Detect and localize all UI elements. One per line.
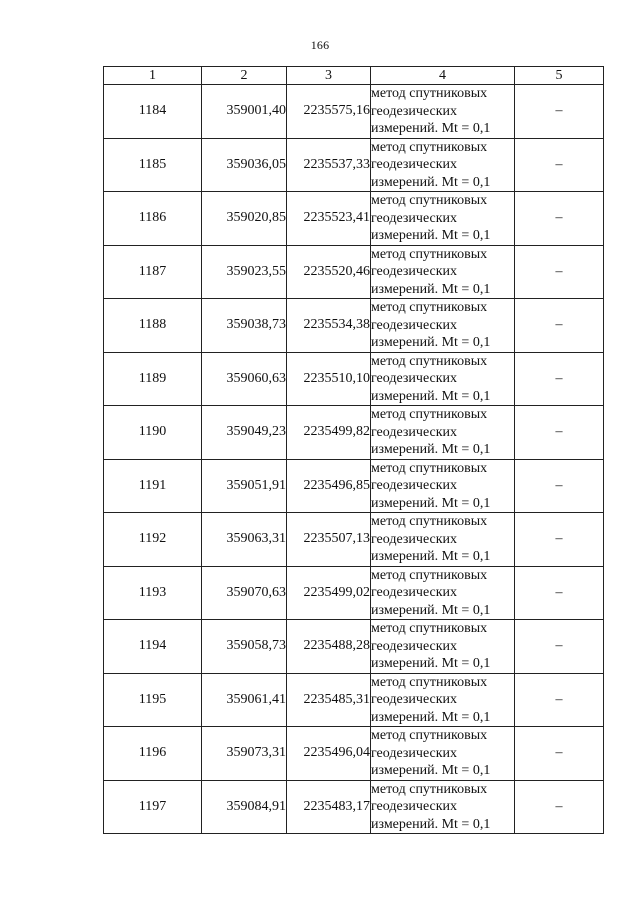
- note-cell: –: [515, 566, 604, 620]
- table-row: [104, 459, 604, 513]
- method-line: измерений. Mt = 0,1: [371, 763, 491, 778]
- method-line: геодезических: [371, 424, 458, 440]
- y-coordinate-cell: 2235496,04: [287, 727, 371, 781]
- method-line: метод спутниковых: [371, 567, 488, 583]
- table-row: [104, 299, 604, 353]
- x-coordinate-cell: 359001,40: [202, 85, 287, 139]
- method-line: метод спутниковых: [371, 139, 488, 155]
- y-coordinate-cell: 2235496,85: [287, 459, 371, 513]
- method-line: метод спутниковых: [371, 674, 488, 690]
- method-line: геодезических: [371, 103, 458, 119]
- y-coordinate-cell: 2235534,38: [287, 299, 371, 353]
- method-line: измерений. Mt = 0,1: [371, 656, 491, 671]
- x-coordinate-cell: 359073,31: [202, 727, 287, 781]
- table-row: [104, 513, 604, 567]
- method-line: измерений. Mt = 0,1: [371, 228, 491, 243]
- method-line: измерений. Mt = 0,1: [371, 174, 491, 190]
- note-cell: –: [515, 513, 604, 567]
- method-line: измерений. Mt = 0,1: [371, 495, 491, 511]
- table-row: [104, 138, 604, 192]
- method-cell: [371, 85, 515, 139]
- note-cell: –: [515, 620, 604, 674]
- method-line: измерений. Mt = 0,1: [371, 442, 491, 457]
- table-row: [104, 620, 604, 674]
- y-coordinate-cell: 2235485,31: [287, 673, 371, 727]
- method-line: метод спутниковых: [371, 300, 488, 315]
- table-row: [104, 245, 604, 299]
- method-line: геодезических: [371, 799, 458, 814]
- note-cell: –: [515, 85, 604, 139]
- point-number-cell: 1192: [104, 513, 202, 567]
- x-coordinate-cell: 359058,73: [202, 620, 287, 674]
- x-coordinate-cell: 359051,91: [202, 459, 287, 513]
- table-row: [104, 566, 604, 620]
- table-row: [104, 192, 604, 246]
- method-line: геодезических: [371, 692, 458, 707]
- header-row: [104, 67, 604, 85]
- y-coordinate-cell: 2235499,02: [287, 566, 371, 620]
- point-number-cell: 1184: [104, 85, 202, 139]
- point-number-cell: 1196: [104, 727, 202, 781]
- method-line: измерений. Mt = 0,1: [371, 121, 491, 136]
- y-coordinate-cell: 2235499,82: [287, 406, 371, 460]
- point-number-cell: 1191: [104, 459, 202, 513]
- point-number-cell: 1186: [104, 192, 202, 246]
- point-number-cell: 1195: [104, 673, 202, 727]
- method-line: геодезических: [371, 264, 458, 279]
- method-line: геодезических: [371, 157, 458, 172]
- x-coordinate-cell: 359070,63: [202, 566, 287, 620]
- table-row: [104, 352, 604, 406]
- method-cell: [371, 566, 515, 620]
- method-cell: [371, 513, 515, 567]
- y-coordinate-cell: 2235488,28: [287, 620, 371, 674]
- header-col-3: 3: [287, 67, 371, 85]
- method-line: метод спутниковых: [371, 353, 488, 369]
- point-number-cell: 1187: [104, 245, 202, 299]
- method-line: геодезических: [371, 478, 458, 493]
- table-body: [104, 85, 604, 834]
- header-col-2: 2: [202, 67, 287, 85]
- x-coordinate-cell: 359063,31: [202, 513, 287, 567]
- table-header: [104, 67, 604, 85]
- point-number-cell: 1194: [104, 620, 202, 674]
- header-col-5: 5: [515, 67, 604, 85]
- method-line: метод спутниковых: [371, 728, 488, 743]
- x-coordinate-cell: 359084,91: [202, 780, 287, 834]
- method-cell: [371, 673, 515, 727]
- note-cell: –: [515, 192, 604, 246]
- y-coordinate-cell: 2235520,46: [287, 245, 371, 299]
- method-line: геодезических: [371, 638, 458, 654]
- table-row: [104, 727, 604, 781]
- point-number-cell: 1185: [104, 138, 202, 192]
- header-col-1: 1: [104, 67, 202, 85]
- note-cell: –: [515, 780, 604, 834]
- x-coordinate-cell: 359061,41: [202, 673, 287, 727]
- method-line: метод спутниковых: [371, 193, 488, 208]
- point-number-cell: 1193: [104, 566, 202, 620]
- x-coordinate-cell: 359060,63: [202, 352, 287, 406]
- point-number-cell: 1197: [104, 780, 202, 834]
- method-line: геодезических: [371, 745, 458, 761]
- x-coordinate-cell: 359038,73: [202, 299, 287, 353]
- x-coordinate-cell: 359036,05: [202, 138, 287, 192]
- note-cell: –: [515, 138, 604, 192]
- note-cell: –: [515, 352, 604, 406]
- table-row: [104, 406, 604, 460]
- note-cell: –: [515, 245, 604, 299]
- point-number-cell: 1188: [104, 299, 202, 353]
- method-line: измерений. Mt = 0,1: [371, 335, 491, 350]
- y-coordinate-cell: 2235483,17: [287, 780, 371, 834]
- method-line: измерений. Mt = 0,1: [371, 281, 491, 297]
- method-cell: [371, 780, 515, 834]
- method-line: геодезических: [371, 317, 458, 333]
- method-line: измерений. Mt = 0,1: [371, 602, 491, 618]
- y-coordinate-cell: 2235523,41: [287, 192, 371, 246]
- table-row: [104, 85, 604, 139]
- method-line: метод спутниковых: [371, 514, 488, 529]
- method-line: метод спутниковых: [371, 407, 488, 422]
- table-row: [104, 780, 604, 834]
- method-line: метод спутниковых: [371, 246, 488, 262]
- method-cell: [371, 352, 515, 406]
- y-coordinate-cell: 2235575,16: [287, 85, 371, 139]
- note-cell: –: [515, 406, 604, 460]
- y-coordinate-cell: 2235510,10: [287, 352, 371, 406]
- coordinates-table: [103, 66, 604, 834]
- y-coordinate-cell: 2235537,33: [287, 138, 371, 192]
- method-line: измерений. Mt = 0,1: [371, 709, 491, 725]
- method-line: метод спутниковых: [371, 621, 488, 636]
- method-line: измерений. Mt = 0,1: [371, 816, 491, 832]
- y-coordinate-cell: 2235507,13: [287, 513, 371, 567]
- method-line: метод спутниковых: [371, 86, 488, 101]
- x-coordinate-cell: 359023,55: [202, 245, 287, 299]
- table-row: [104, 673, 604, 727]
- point-number-cell: 1190: [104, 406, 202, 460]
- method-cell: [371, 299, 515, 353]
- note-cell: –: [515, 727, 604, 781]
- method-cell: [371, 406, 515, 460]
- method-cell: [371, 138, 515, 192]
- method-line: геодезических: [371, 531, 458, 547]
- method-line: геодезических: [371, 585, 458, 600]
- method-line: геодезических: [371, 371, 458, 386]
- method-line: измерений. Mt = 0,1: [371, 549, 491, 564]
- method-line: метод спутниковых: [371, 460, 488, 476]
- method-line: метод спутниковых: [371, 781, 488, 797]
- note-cell: –: [515, 673, 604, 727]
- x-coordinate-cell: 359020,85: [202, 192, 287, 246]
- method-cell: [371, 245, 515, 299]
- note-cell: –: [515, 459, 604, 513]
- x-coordinate-cell: 359049,23: [202, 406, 287, 460]
- method-cell: [371, 192, 515, 246]
- method-line: измерений. Mt = 0,1: [371, 388, 491, 404]
- page-number: 166: [310, 38, 330, 52]
- method-line: геодезических: [371, 210, 458, 226]
- method-cell: [371, 727, 515, 781]
- note-cell: –: [515, 299, 604, 353]
- method-cell: [371, 620, 515, 674]
- method-cell: [371, 459, 515, 513]
- point-number-cell: 1189: [104, 352, 202, 406]
- header-col-4: 4: [371, 67, 515, 85]
